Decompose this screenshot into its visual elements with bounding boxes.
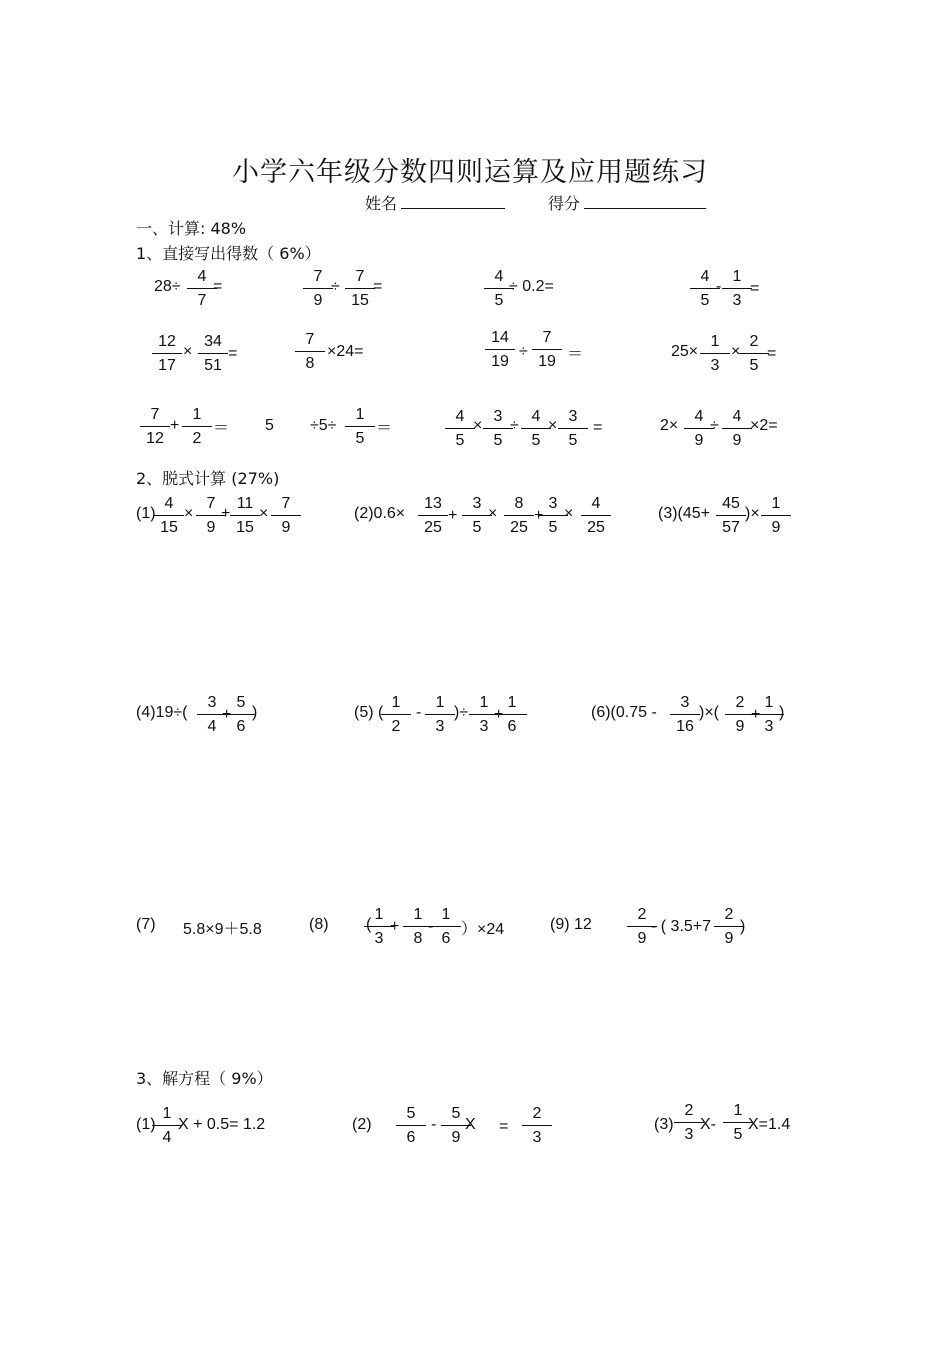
math-text: ) [252, 704, 258, 721]
numerator: 7 [532, 329, 562, 350]
score-label: 得分 [548, 194, 581, 213]
numerator: 1 [182, 406, 212, 427]
denominator: 25 [587, 519, 605, 536]
numerator: 3 [483, 408, 513, 429]
fraction [187, 268, 217, 310]
denominator: 3 [684, 1126, 694, 1143]
denominator: 9 [694, 432, 704, 449]
numerator: 8 [504, 495, 534, 516]
fraction [182, 406, 212, 448]
denominator: 3 [732, 292, 742, 309]
fraction [364, 906, 394, 948]
math-text: - [428, 918, 434, 935]
math-text: ÷ [331, 278, 340, 295]
denominator: 3 [764, 718, 774, 735]
fraction [722, 408, 752, 450]
math-text: ×24= [327, 343, 364, 360]
denominator: 6 [441, 930, 451, 947]
score-blank [584, 194, 706, 209]
numerator: 1 [345, 406, 375, 427]
fraction [303, 268, 333, 310]
fraction [418, 495, 448, 537]
denominator: 9 [637, 930, 647, 947]
math-text: = [499, 1118, 509, 1135]
numerator: 4 [154, 495, 184, 516]
numerator: 2 [522, 1105, 552, 1126]
fraction [152, 1105, 182, 1147]
math-text: X [465, 1116, 476, 1133]
math-text: (2)0.6× [354, 505, 406, 522]
fraction [226, 694, 256, 736]
math-text: ×2= [750, 417, 778, 434]
fraction [425, 694, 455, 736]
fraction [403, 906, 433, 948]
numerator: 45 [716, 495, 746, 516]
math-text: + [494, 706, 504, 723]
math-text: = [767, 345, 777, 362]
fraction [445, 408, 475, 450]
denominator: 3 [532, 1129, 542, 1146]
fraction [469, 694, 499, 736]
fraction [558, 408, 588, 450]
math-text: × [488, 505, 498, 522]
math-text: ÷ 0.2= [509, 278, 554, 295]
math-text: - [416, 704, 422, 721]
fraction [739, 333, 769, 375]
denominator: 6 [507, 718, 517, 735]
fraction [725, 694, 755, 736]
fraction [485, 329, 515, 371]
numerator: 1 [761, 495, 791, 516]
math-text: ÷ [710, 417, 719, 434]
fraction [521, 408, 551, 450]
numerator: 3 [197, 694, 227, 715]
fraction [462, 495, 492, 537]
fraction [627, 906, 657, 948]
numerator: 12 [152, 333, 182, 354]
denominator: 5 [548, 519, 558, 536]
denominator: 7 [197, 292, 207, 309]
numerator: 2 [725, 694, 755, 715]
math-text: (1) [136, 505, 156, 522]
numerator: 4 [187, 268, 217, 289]
denominator: 3 [479, 718, 489, 735]
math-text: ）×24 [461, 921, 505, 938]
math-text: ＝ [376, 420, 393, 437]
math-text: 5.8×9＋5.8 [183, 921, 262, 938]
fraction [196, 495, 226, 537]
numerator: 7 [196, 495, 226, 516]
numerator: 7 [271, 495, 301, 516]
numerator: 1 [152, 1105, 182, 1126]
fraction [197, 694, 227, 736]
section-heading: 1、直接写出得数（ 6%） [136, 244, 321, 263]
numerator: 2 [627, 906, 657, 927]
math-text: ÷ [510, 417, 519, 434]
denominator: 25 [510, 519, 528, 536]
math-text: × [184, 505, 194, 522]
numerator: 5 [226, 694, 256, 715]
numerator: 1 [425, 694, 455, 715]
fraction [674, 1102, 704, 1144]
numerator: 2 [714, 906, 744, 927]
denominator: 9 [732, 432, 742, 449]
fraction [345, 268, 375, 310]
math-text: )×( [699, 704, 719, 721]
numerator: 3 [538, 495, 568, 516]
numerator: 4 [581, 495, 611, 516]
denominator: 9 [281, 519, 291, 536]
denominator: 4 [162, 1129, 172, 1146]
math-text: )× [745, 505, 760, 522]
score-field [548, 191, 706, 214]
fraction [532, 329, 562, 371]
math-text: X=1.4 [748, 1116, 791, 1133]
name-label: 姓名 [365, 194, 398, 213]
numerator: 1 [754, 694, 784, 715]
denominator: 9 [735, 718, 745, 735]
math-text: (2) [352, 1116, 372, 1133]
numerator: 1 [381, 694, 411, 715]
fraction [431, 906, 461, 948]
denominator: 51 [204, 357, 222, 374]
math-text: (3) [654, 1116, 674, 1133]
numerator: 1 [700, 333, 730, 354]
name-field [365, 191, 505, 214]
numerator: 1 [722, 268, 752, 289]
denominator: 9 [771, 519, 781, 536]
denominator: 15 [236, 519, 254, 536]
fraction [716, 495, 746, 537]
denominator: 6 [406, 1129, 416, 1146]
denominator: 8 [305, 355, 315, 372]
numerator: 2 [739, 333, 769, 354]
denominator: 15 [351, 292, 369, 309]
fraction [381, 694, 411, 736]
denominator: 9 [313, 292, 323, 309]
denominator: 25 [424, 519, 442, 536]
numerator: 7 [295, 331, 325, 352]
denominator: 5 [493, 432, 503, 449]
fraction [754, 694, 784, 736]
denominator: 15 [160, 519, 178, 536]
math-text: = [213, 278, 223, 295]
math-text: (9) 12 [550, 916, 592, 933]
math-text: ＝ [213, 420, 230, 437]
math-text: X + 0.5= 1.2 [178, 1116, 266, 1133]
math-text: + [222, 706, 232, 723]
math-text: + [221, 505, 231, 522]
math-text: + [448, 507, 458, 524]
denominator: 9 [206, 519, 216, 536]
numerator: 4 [690, 268, 720, 289]
denominator: 19 [538, 353, 556, 370]
math-text: × [473, 417, 483, 434]
section-heading: 2、脱式计算 (27%) [136, 469, 280, 488]
numerator: 5 [396, 1105, 426, 1126]
math-text: (7) [136, 916, 156, 933]
denominator: 5 [494, 292, 504, 309]
denominator: 12 [146, 430, 164, 447]
numerator: 4 [484, 268, 514, 289]
numerator: 4 [684, 408, 714, 429]
numerator: 13 [418, 495, 448, 516]
fraction [700, 333, 730, 375]
numerator: 14 [485, 329, 515, 350]
math-text: + [170, 417, 180, 434]
fraction [154, 495, 184, 537]
fraction [271, 495, 301, 537]
math-text: - [716, 278, 722, 295]
denominator: 8 [413, 930, 423, 947]
math-text: (6)(0.75 - [591, 704, 657, 721]
numerator: 1 [364, 906, 394, 927]
denominator: 4 [207, 718, 217, 735]
fraction [484, 268, 514, 310]
math-text: ) [779, 704, 785, 721]
math-text: = [750, 280, 760, 297]
math-text: × [564, 505, 574, 522]
math-text: - [431, 1116, 437, 1133]
math-text: 2× [660, 417, 679, 434]
numerator: 4 [445, 408, 475, 429]
math-text: 28÷ [154, 278, 181, 295]
denominator: 5 [531, 432, 541, 449]
math-text: X- [700, 1116, 716, 1133]
denominator: 5 [700, 292, 710, 309]
denominator: 5 [455, 432, 465, 449]
math-text: )÷ [454, 704, 469, 721]
fraction [295, 331, 325, 373]
numerator: 3 [462, 495, 492, 516]
fraction [684, 408, 714, 450]
denominator: 5 [355, 430, 365, 447]
math-text: ÷5÷ [310, 417, 337, 434]
fraction [670, 694, 700, 736]
numerator: 1 [403, 906, 433, 927]
section-heading: 3、解方程（ 9%） [136, 1069, 273, 1088]
numerator: 4 [521, 408, 551, 429]
fraction [497, 694, 527, 736]
math-text: × [183, 343, 193, 360]
fraction [345, 406, 375, 448]
math-text: × [259, 505, 269, 522]
fraction [198, 333, 228, 375]
denominator: 19 [491, 353, 509, 370]
math-text: ÷ [519, 343, 528, 360]
numerator: 7 [140, 406, 170, 427]
math-text: = [228, 345, 238, 362]
fraction [152, 333, 182, 375]
numerator: 1 [497, 694, 527, 715]
numerator: 7 [303, 268, 333, 289]
fraction [483, 408, 513, 450]
math-text: - ( 3.5+7 [651, 918, 712, 935]
denominator: 3 [710, 357, 720, 374]
denominator: 2 [391, 718, 401, 735]
math-text: × [731, 343, 741, 360]
math-text: 5 [265, 417, 274, 434]
fraction [722, 268, 752, 310]
math-text: (3)(45+ [658, 505, 711, 522]
numerator: 1 [723, 1102, 753, 1123]
math-text: ( [366, 916, 372, 933]
fraction [581, 495, 611, 537]
denominator: 6 [236, 718, 246, 735]
section-heading: 一、计算: 48% [136, 219, 247, 238]
math-text: 25× [671, 343, 699, 360]
math-text: ＝ [567, 346, 584, 363]
numerator: 34 [198, 333, 228, 354]
denominator: 57 [722, 519, 740, 536]
fraction [761, 495, 791, 537]
math-text: (1) [136, 1116, 156, 1133]
fraction [504, 495, 534, 537]
math-text: × [548, 417, 558, 434]
numerator: 7 [345, 268, 375, 289]
numerator: 2 [674, 1102, 704, 1123]
numerator: 3 [558, 408, 588, 429]
page-title: 小学六年级分数四则运算及应用题练习 [232, 157, 708, 188]
denominator: 5 [472, 519, 482, 536]
fraction [441, 1105, 471, 1147]
fraction [538, 495, 568, 537]
numerator: 5 [441, 1105, 471, 1126]
denominator: 17 [158, 357, 176, 374]
numerator: 3 [670, 694, 700, 715]
denominator: 9 [451, 1129, 461, 1146]
fraction [230, 495, 260, 537]
numerator: 4 [722, 408, 752, 429]
math-text: = [593, 419, 603, 436]
math-text: = [373, 278, 383, 295]
denominator: 3 [435, 718, 445, 735]
math-text: + [390, 918, 400, 935]
denominator: 3 [374, 930, 384, 947]
fraction [723, 1102, 753, 1144]
denominator: 5 [568, 432, 578, 449]
numerator: 1 [469, 694, 499, 715]
denominator: 9 [724, 930, 734, 947]
numerator: 11 [230, 495, 260, 516]
fraction [396, 1105, 426, 1147]
math-text: + [751, 706, 761, 723]
fraction [690, 268, 720, 310]
fraction [714, 906, 744, 948]
numerator: 1 [431, 906, 461, 927]
math-text: ) [740, 918, 746, 935]
math-text: (4)19÷( [136, 704, 188, 721]
denominator: 5 [733, 1126, 743, 1143]
math-text: + [534, 507, 544, 524]
math-text: (5) ( [354, 704, 384, 721]
denominator: 16 [676, 718, 694, 735]
math-text: (8) [309, 916, 329, 933]
denominator: 5 [749, 357, 759, 374]
denominator: 2 [192, 430, 202, 447]
name-blank [401, 194, 505, 209]
fraction [522, 1105, 552, 1147]
fraction [140, 406, 170, 448]
